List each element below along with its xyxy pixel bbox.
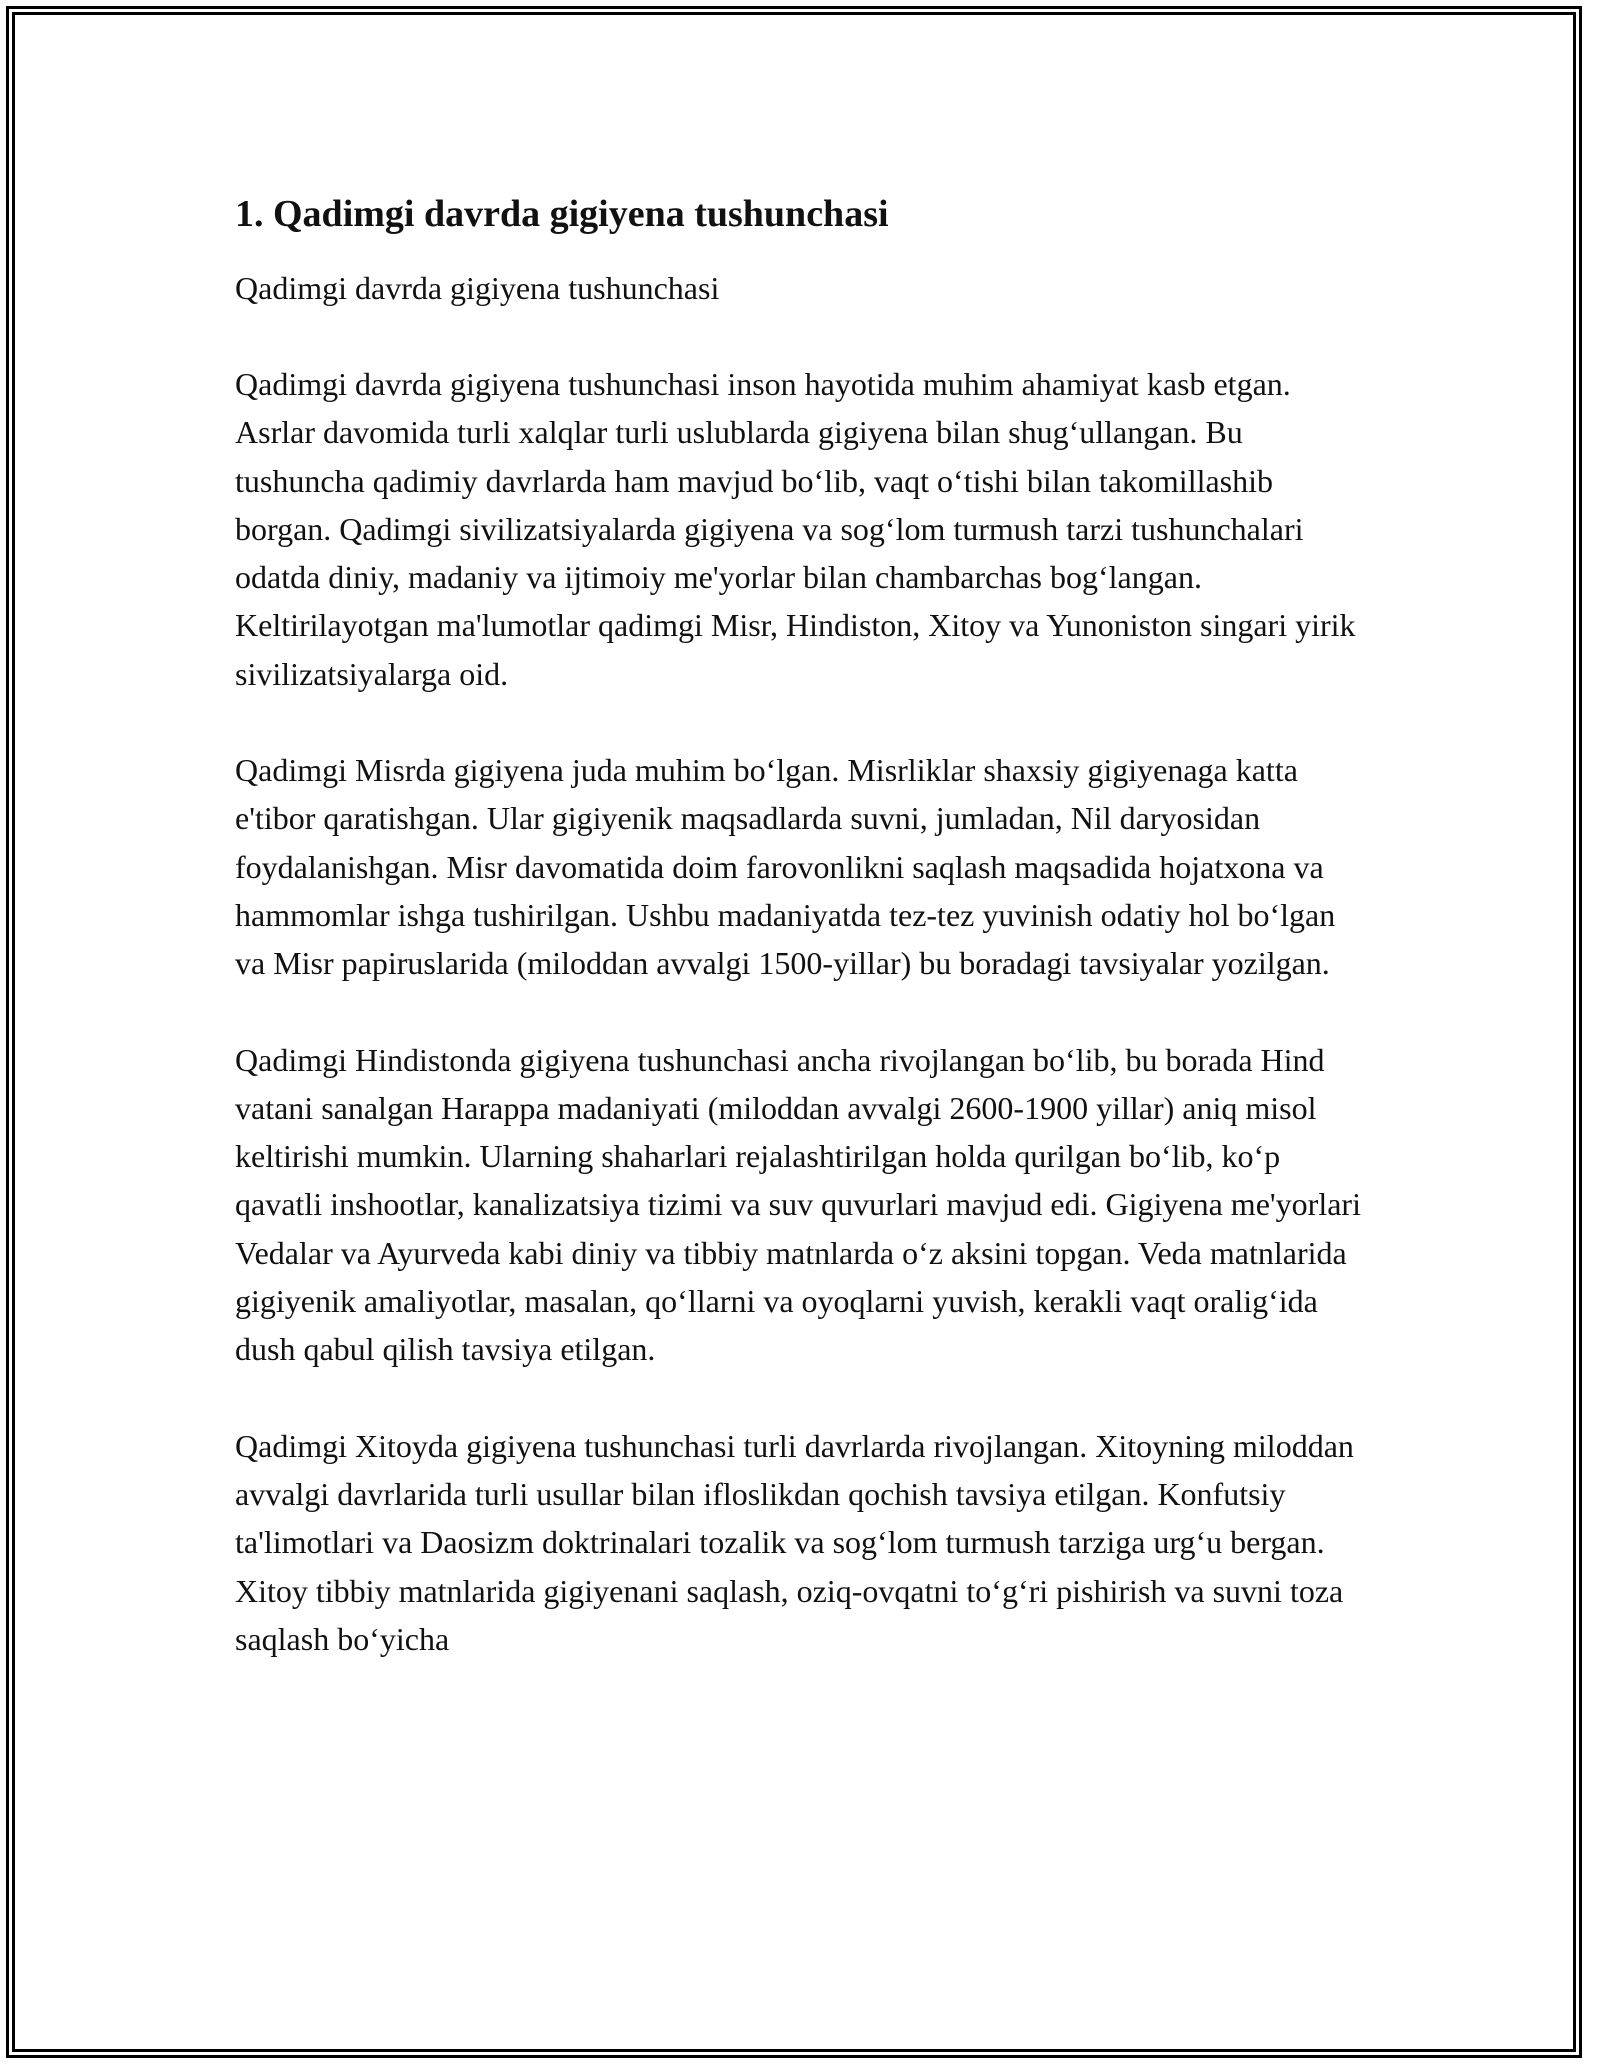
paragraph-china: Qadimgi Xitoyda gigiyena tushunchasi turli davrlarda rivojlangan. Xitoyning miloddan avvalgi davrlarida turli usullar bilan ifloslikdan qochish tavsiya etilgan. Konfutsiy ta'limotlari va Daosizm doktrinalari tozalik va sog‘lom turmush tarziga urg‘u bergan. Xitoy tibbiy matnlarida gigiyenani saqlash, oziq-ovqatni to‘g‘ri pishirish va suvni toza saqlash bo‘yicha xyxy=(235,1427,1354,1657)
paragraph-india: Qadimgi Hindistonda gigiyena tushunchasi ancha rivojlangan bo‘lib, bu borada Hind vatani sanalgan Harappa madaniyati (miloddan avvalgi 2600-1900 yillar) aniq misol keltirishi mumkin. Ularning shaharlari rejalashtirilgan holda qurilgan bo‘lib, ko‘p qavatli inshootlar, kanalizatsiya tizimi va suv quvurlari mavjud edi. Gigiyena me'yorlari Vedalar va Ayurveda kabi diniy va tibbiy matnlarda o‘z aksini topgan. Veda matnlarida gigiyenik amaliyotlar, masalan, qo‘llarni va oyoqlarni yuvish, kerakli vaqt oralig‘ida dush qabul qilish tavsiya etilgan. xyxy=(235,1041,1361,1368)
paragraph-intro: Qadimgi davrda gigiyena tushunchasi inson hayotida muhim ahamiyat kasb etgan. Asrlar davomida turli xalqlar turli uslublarda gigiyena bilan shug‘ullangan. Bu tushuncha qadimiy davrlarda ham mavjud bo‘lib, vaqt o‘tishi bilan takomillashib borgan. Qadimgi sivilizatsiyalarda gigiyena va sog‘lom turmush tarzi tushunchalari odatda diniy, madaniy va ijtimoiy me'yorlar bilan chambarchas bog‘langan. Keltirilayotgan ma'lumotlar qadimgi Misr, Hindiston, Xitoy va Yunoniston singari yirik sivilizatsiyalarga oid. xyxy=(235,366,1356,692)
document-body xyxy=(235,186,1365,1663)
paragraph-egypt: Qadimgi Misrda gigiyena juda muhim bo‘lgan. Misrliklar shaxsiy gigiyenaga katta e'tibor qaratishgan. Ular gigiyenik maqsadlarda suvni, jumladan, Nil daryosidan foydalanishgan. Misr davomatida doim farovonlikni saqlash maqsadida hojatxona va hammomlar ishga tushirilgan. Ushbu madaniyatda tez-tez yuvinish odatiy hol bo‘lgan va Misr papiruslarida (miloddan avvalgi 1500-yillar) bu boradagi tavsiyalar yozilgan. xyxy=(235,752,1336,982)
section-subtitle: Qadimgi davrda gigiyena tushunchasi xyxy=(235,270,720,306)
section-heading: 1. Qadimgi davrda gigiyena tushunchasi xyxy=(235,193,889,235)
